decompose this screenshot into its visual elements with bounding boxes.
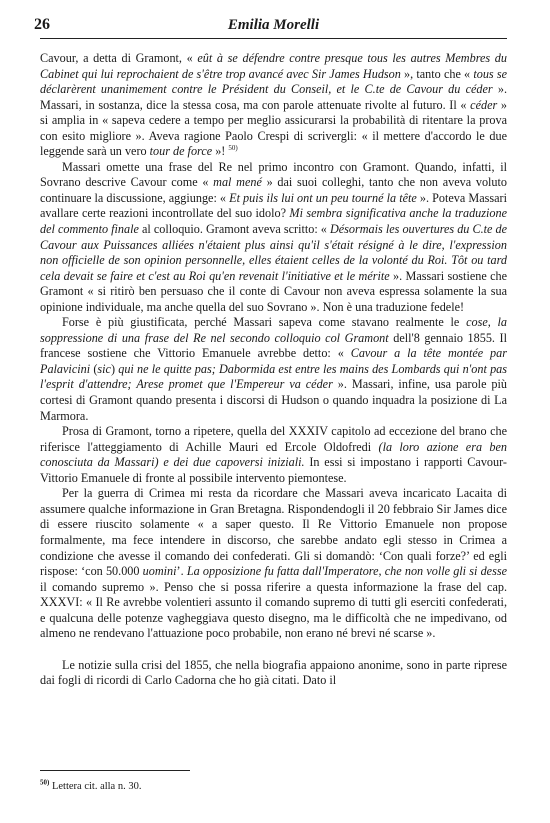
paragraph (40, 315, 507, 424)
text-run: ». Poteva Massari avallare certe reazioni incontrollate del suo idolo? (40, 190, 507, 221)
paragraph (40, 424, 507, 486)
paragraph (40, 486, 507, 641)
text-run: », tanto che « (400, 66, 474, 81)
italic-run: tour de force (149, 144, 213, 159)
footnote-rule (40, 770, 190, 771)
italic-run: tous se déclarèrent unanimement contre le Président du Conseil, et le C.te de Cavour du céder (40, 66, 508, 97)
text-run: Massari omette una frase del Re nel primo incontro con Gramont. Quando, infatti, il Sovrano descrive Cavour come « (40, 159, 507, 190)
paragraph (40, 160, 507, 315)
text-run: ’. (176, 564, 187, 579)
italic-run: La opposizione fu fatta dall'Imperatore, che non volle gli si desse (186, 564, 507, 579)
text-run: ) (110, 361, 119, 376)
footnote-area (40, 770, 507, 792)
italic-run: uomini (142, 564, 177, 579)
text-run: al colloquio. Gramont aveva scritto: « (138, 222, 330, 237)
page-number: 26 (34, 16, 50, 33)
text-run: il comando supremo ». Penso che si possa riferire a questa informazione la frase del cap. XXXVI: « Il Re avrebbe volentieri assunto il comando supremo di tutti gli eserciti confederati, e qualcuna delle potenze vagheggiava questo disegno, ma le difficoltà che ne impedivano, od almeno ne rendevano l'attuazione poco probabile, non erano né brevi né scarse ». (40, 579, 507, 641)
italic-run: mal mené (213, 175, 262, 190)
text-run: ». Massari, in sostanza, dice la stessa cosa, ma con parole attenuate rivolte al futuro. Il « (40, 82, 508, 112)
text-run: Cavour, a detta di Gramont, « (40, 51, 193, 65)
italic-run: céder (470, 97, 498, 112)
text-run: Le notizie sulla crisi del 1855, che nella biografia appaiono anonime, sono in parte riprese dai fogli di ricordi di Carlo Cadorna che ho già citati. Dato il (40, 657, 507, 688)
text-run: Prosa di Gramont, torno a ripetere, quella del XXXIV capitolo ad eccezione del brano che riferisce l'atteggiamento di Achille Mauri ed Ercole Oldofredi (40, 424, 507, 454)
footnote-text: Lettera cit. alla n. 30. (49, 781, 142, 792)
paragraph (40, 658, 507, 689)
italic-run: (la loro azione era ben conosciuta da Massari) e dei due capoversi iniziali. (40, 439, 507, 470)
text-run: ». Massari, infine, usa parole più cortesi di Gramont quando presenta i discorsi di Hudson o quando inquadra la posizione di La Marmora. (40, 377, 507, 423)
italic-run: Et puis ils lui ont un peu tourné la tête (229, 190, 417, 205)
italic-run: qui ne le quitte pas; Dabormida est entre les mains des Lombards qui n'ont pas l'esprit d'attendre; Arese promet que l'Empereur va céder (40, 361, 508, 392)
italic-run: qui lui reprochaient de s'être trop avancé avec Sir James Hudson (81, 66, 401, 81)
paragraph (40, 51, 507, 160)
text-run: dell'8 gennaio 1855. Il francese sostiene che Vittorio Emanuele avrebbe detto: « (40, 330, 507, 361)
italic-run: sic (97, 361, 111, 376)
italic-run: Mi sembra significativa anche la traduzione del commento finale (40, 206, 507, 237)
page (34, 16, 508, 689)
footnote-number: 50) (40, 778, 50, 787)
footnote (40, 778, 507, 792)
text-run: » dai suoi colleghi, tanto che non aveva voluto continuare la discussione, aggiunge: « (40, 175, 508, 205)
italic-run: cose, la soppressione di una frase del Re nel secondo colloquio col Gramont (40, 315, 507, 345)
text-run: ». Massari sostiene che Gramont « si ritirò ben persuaso che il conte di Cavour non aveva espressa solamente la sua opinione individuale, ma anche quella del suo Sovrano ». Non è una traduzione fedele! (40, 268, 508, 314)
text-run: »! (212, 144, 229, 159)
running-head: Emilia Morelli (227, 17, 320, 33)
text-run: Forse è più giustificata, perché Massari sapeva come stavano realmente le (62, 315, 467, 330)
italic-run: eût à se défendre contre presque tous les autres Membres du Cabinet (40, 51, 507, 81)
body-text (40, 51, 507, 689)
text-run: In essi si impostano i rapporti Cavour-Vittorio Emanuele di fronte al possibile intervento piemontese. (40, 455, 507, 485)
text-run: » si amplia in « sapeva cedere a tempo per meglio assicurarsi la probabilità di ritentare la prova con esito migliore ». Aveva ragione Paolo Crespi di scrivergli: « il mettere d'accordo le due leggende sarà un vero (40, 97, 508, 159)
footnote-ref: 50) (228, 144, 238, 153)
page-header (34, 16, 507, 39)
italic-run: Désormais les ouvertures du C.te de Cavour aux Puissances alliées n'étaient plus ainsi qu'il s'était résigné à le dire, l'expression non officielle de son opinion personnelle, elles étaient celles de la volonté du Roi. Tôt ou tard cela devait se faire et c'est au Roi qu'en revenait l'initiative et le mérite (40, 222, 508, 283)
text-run: Per la guerra di Crimea mi resta da ricordare che Massari aveva incaricato Lacaita di assumere qualche informazione in Gran Bretagna. Rispondendogli il 20 febbraio Sir James dice di essere riuscito solamente « a saper questo. Il Re Vittorio Emanuele non propose formalmente, ma fece intendere in discorso, che sarebbe andato egli stesso in Crimea a condizione che avesse il comando dei confederati. Gli si domandò: ‘Con quali forze?’ ed egli rispose: ‘con 50.000 (40, 486, 507, 579)
italic-run: Cavour a la tête montée par Palavicini (40, 346, 507, 376)
text-run: ( (90, 361, 98, 376)
